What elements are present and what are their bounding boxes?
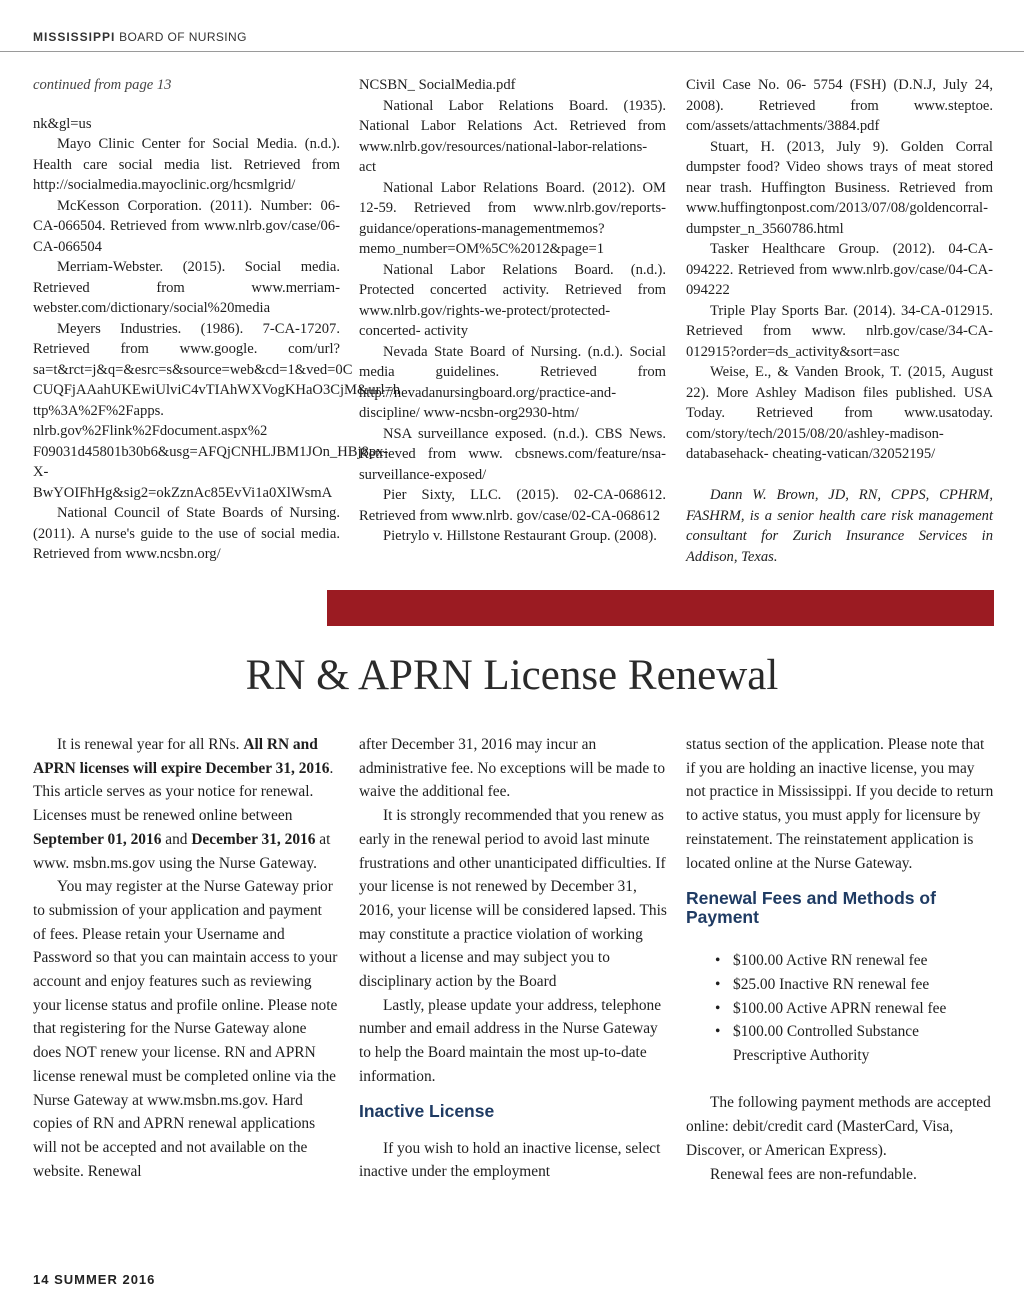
expiry-statement: All RN and APRN licenses will expire December 31, 2016: [33, 736, 330, 777]
reference-entry: Stuart, H. (2013, July 9). Golden Corral dumpster food? Video shows trays of meat stored near trash. Huffington Business. Retrieved from www.huffingtonpost.com/2013/07/08/goldencorral- dumpster_n_3560786.html: [686, 138, 993, 237]
article-paragraph: It is strongly recommended that you renew as early in the renewal period to avoid last minute frustrations and other unanticipated difficulties. If your license is not renewed by December 31, 2016, your license will be considered lapsed. This may constitute a practice violation of working without a license and may subject you to disciplinary action by the Board: [359, 807, 667, 991]
article-paragraph: status section of the application. Please note that if you are holding an inactive license, you may not practice in Mississippi. If you decide to return to active status, you must apply for licensure by reinstatement. The reinstatement application is located online at the Nurse Gateway.: [686, 736, 994, 872]
article-paragraph: If you wish to hold an inactive license, select inactive under the employment: [359, 1139, 661, 1181]
renewal-start-date: September 01, 2016: [33, 830, 162, 848]
article-title: RN & APRN License Renewal: [245, 652, 779, 699]
article-paragraph: You may register at the Nurse Gateway prior to submission of your application and payment of fees. Please retain your Username and Password so that you can maintain access to your account and enjoy features such as reviewing your license status and profile online. Please note that registering for the Nurse Gateway alone does NOT renew your license. RN and APRN license renewal must be completed online via the Nurse Gateway at www.msbn.ms.gov. Hard copies of RN and APRN renewal applications will not be accepted and not available on the website. Renewal: [33, 878, 338, 1180]
reference-entry: National Labor Relations Board. (1935). National Labor Relations Act. Retrieved from www.nlrb.gov/resources/national-labor-relations- act: [359, 97, 666, 175]
fee-list: [686, 949, 996, 1068]
article-column-3: [686, 733, 996, 1186]
fee-item: • $25.00 Inactive RN renewal fee: [710, 973, 996, 997]
article-column-1: [33, 733, 338, 1183]
fee-item: • $100.00 Active RN renewal fee: [710, 949, 996, 973]
references-column-3: [686, 75, 993, 567]
reference-entry: Nevada State Board of Nursing. (n.d.). Social media guidelines. Retrieved from http://nevadanursingboard.org/practice-and-discipline/ www-ncsbn-org2930-htm/: [359, 343, 666, 421]
article-paragraph: It is renewal year for all RNs. All RN and APRN licenses will expire December 31, 2016. This article serves as your notice for renewal. Licenses must be renewed online between September 01, 2016 and December 31, 2016 at www. msbn.ms.gov using the Nurse Gateway.: [33, 736, 334, 872]
article-column-2: [359, 733, 667, 1184]
reference-entry: Meyers Industries. (1986). 7-CA-17207. Retrieved from www.google. com/url?sa=t&rct=j&q=&esrc=s&source=web&cd=1&ved=0C CUQFjAAahUKEwiUlviC4vTIAhWXVogKHaO3CjM&url=h ttp%3A%2F%2Fapps. nlrb.gov%2Flink%2Fdocument.aspx%2 F09031d45801b30b6&usg=AFQjCNHLJBM1JOn_HBj8px- X-BwYOIFhHg&sig2=okZznAc85EvVi1a0XlWsmA: [33, 320, 401, 501]
publication-name-bold: MISSISSIPPI: [33, 30, 116, 44]
reference-entry: McKesson Corporation. (2011). Number: 06-CA-066504. Retrieved from www.nlrb.gov/case/06-CA-066504: [33, 197, 340, 255]
author-bio: Dann W. Brown, JD, RN, CPPS, CPHRM, FASHRM, is a senior health care risk management consultant for Zurich Insurance Services in Addison, Texas.: [686, 487, 993, 565]
publication-name: [33, 30, 247, 44]
reference-entry: Mayo Clinic Center for Social Media. (n.d.). Health care social media list. Retrieved from http://socialmedia.mayoclinic.org/hcsmlgrid/: [33, 136, 340, 193]
reference-entry: NSA surveillance exposed. (n.d.). CBS News. Retrieved from www. cbsnews.com/feature/nsa-surveillance-exposed/: [359, 425, 666, 483]
reference-entry: Triple Play Sports Bar. (2014). 34-CA-012915. Retrieved from www. nlrb.gov/case/34-CA-012915?order=ds_activity&sort=asc: [686, 302, 993, 360]
reference-entry: National Labor Relations Board. (n.d.). Protected concerted activity. Retrieved from www.nlrb.gov/rights-we-protect/protected-concerted- activity: [359, 261, 666, 339]
references-column-2: [359, 75, 666, 547]
article-paragraph: Renewal fees are non-refundable.: [710, 1165, 917, 1183]
section-divider-band: [327, 590, 994, 626]
publication-name-rest: BOARD OF NURSING: [119, 30, 247, 44]
running-header: [0, 0, 1024, 52]
page-footer: 14 SUMMER 2016: [33, 1272, 156, 1287]
reference-entry: Tasker Healthcare Group. (2012). 04-CA-094222. Retrieved from www.nlrb.gov/case/04-CA-094222: [686, 241, 993, 298]
continued-note: continued from page 13: [33, 77, 172, 93]
reference-entry: Weise, E., & Vanden Brook, T. (2015, August 22). More Ashley Madison files published. USA Today. Retrieved from www.usatoday. com/story/tech/2015/08/20/ashley-madison-databasehack- cheating-vatican/32052195/: [686, 364, 993, 462]
reference-entry: Pietrylo v. Hillstone Restaurant Group. (2008).: [383, 528, 657, 544]
reference-entry: National Council of State Boards of Nursing. (2011). A nurse's guide to the use of social media. Retrieved from www.ncsbn.org/: [33, 505, 340, 562]
article-paragraph: Lastly, please update your address, telephone number and email address in the Nurse Gateway to help the Board maintain the most up-to-date information.: [359, 996, 662, 1085]
reference-entry: National Labor Relations Board. (2012). OM 12-59. Retrieved from www.nlrb.gov/reports-guidance/operations-managementmemos?memo_number=OM%5C%2012&page=1: [359, 179, 666, 257]
inactive-license-heading: Inactive License: [359, 1100, 495, 1121]
renewal-fees-heading: Renewal Fees and Methods of Payment: [686, 888, 936, 928]
reference-entry: Civil Case No. 06- 5754 (FSH) (D.N.J, July 24, 2008). Retrieved from www.steptoe. com/assets/attachments/3884.pdf: [686, 77, 993, 134]
reference-entry: Pier Sixty, LLC. (2015). 02-CA-068612. Retrieved from www.nlrb. gov/case/02-CA-068612: [359, 487, 666, 524]
article-paragraph: The following payment methods are accepted online: debit/credit card (MasterCard, Visa, Discover, or American Express).: [686, 1094, 991, 1159]
renewal-end-date: December 31, 2016: [191, 830, 316, 848]
article-paragraph: after December 31, 2016 may incur an administrative fee. No exceptions will be made to waive the additional fee.: [359, 736, 666, 801]
references-column-1: [33, 75, 401, 565]
fee-item: • $100.00 Active APRN renewal fee: [710, 997, 996, 1021]
fee-item: • $100.00 Controlled Substance Prescriptive Authority: [710, 1020, 996, 1067]
reference-entry: Merriam-Webster. (2015). Social media. Retrieved from www.merriam- webster.com/dictionary/social%20media: [33, 259, 340, 316]
reference-entry: nk&gl=us: [33, 115, 92, 132]
reference-entry: NCSBN_ SocialMedia.pdf: [359, 77, 516, 93]
